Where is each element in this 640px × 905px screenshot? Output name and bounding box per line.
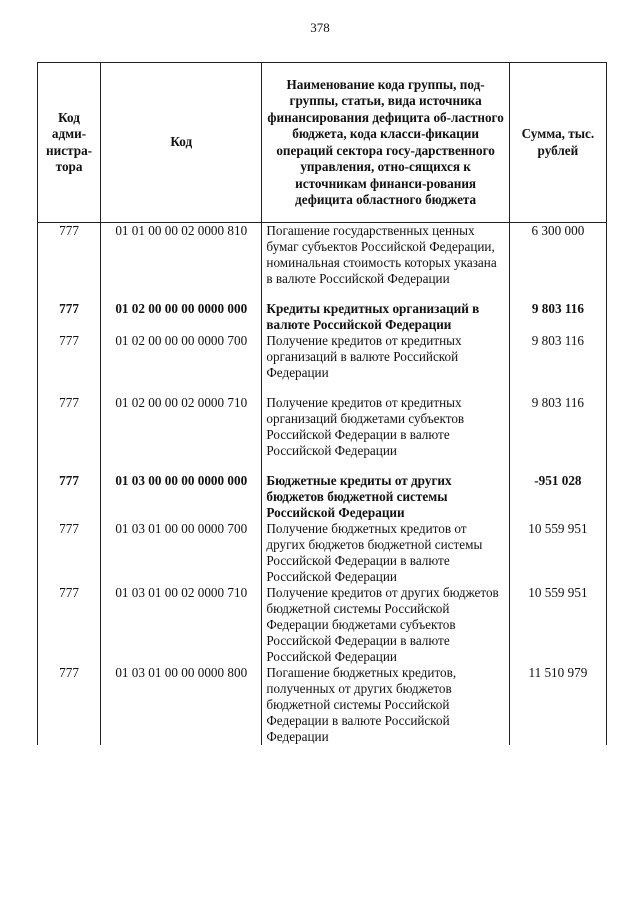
header-name: Наименование кода группы, под-группы, статьи, вида источника финансирования дефицита об-ластного бюджета, кода класси-фикации операций сектора госу-дарственного управления, отно-сящихся к источникам финанси-рования дефицита областного бюджета [262, 63, 509, 223]
admin-code-cell: 777 [38, 333, 101, 395]
name-cell: Бюджетные кредиты от других бюджетов бюджетной системы Российской Федерации [262, 473, 509, 521]
code-cell: 01 02 00 00 00 0000 000 [101, 301, 262, 333]
name-cell: Погашение государственных ценных бумаг субъектов Российской Федерации, номинальная стоимость которых указана в валюте Российской Федерации [262, 223, 509, 302]
table-row [38, 395, 607, 473]
code-cell: 01 02 00 00 00 0000 700 [101, 333, 262, 395]
code-cell: 01 01 00 00 02 0000 810 [101, 223, 262, 302]
table-row [38, 665, 607, 745]
page-number: 378 [310, 20, 330, 35]
admin-code-cell: 777 [38, 585, 101, 665]
budget-sources-table [37, 62, 607, 745]
table-row [38, 333, 607, 395]
table-body [38, 223, 607, 746]
admin-code-cell: 777 [38, 473, 101, 521]
name-cell: Получение кредитов от кредитных организаций в валюте Российской Федерации [262, 333, 509, 395]
admin-code-cell: 777 [38, 301, 101, 333]
admin-code-cell: 777 [38, 395, 101, 473]
header-sum: Сумма, тыс. рублей [509, 63, 606, 223]
sum-cell: -951 028 [509, 473, 606, 521]
name-cell: Кредиты кредитных организаций в валюте Российской Федерации [262, 301, 509, 333]
code-cell: 01 03 01 00 02 0000 710 [101, 585, 262, 665]
name-cell: Погашение бюджетных кредитов, полученных от других бюджетов бюджетной системы Российской Федерации в валюте Российской Федерации [262, 665, 509, 745]
table-header [38, 63, 607, 223]
code-cell: 01 03 01 00 00 0000 700 [101, 521, 262, 585]
sum-cell: 11 510 979 [509, 665, 606, 745]
table-row [38, 585, 607, 665]
code-cell: 01 03 00 00 00 0000 000 [101, 473, 262, 521]
table-row [38, 223, 607, 302]
header-code: Код [101, 63, 262, 223]
name-cell: Получение кредитов от других бюджетов бюджетной системы Российской Федерации бюджетами субъектов Российской Федерации в валюте Российской Федерации [262, 585, 509, 665]
table-row [38, 521, 607, 585]
table-row [38, 473, 607, 521]
admin-code-cell: 777 [38, 223, 101, 302]
admin-code-cell: 777 [38, 521, 101, 585]
name-cell: Получение кредитов от кредитных организаций бюджетами субъектов Российской Федерации в валюте Российской Федерации [262, 395, 509, 473]
code-cell: 01 02 00 00 02 0000 710 [101, 395, 262, 473]
sum-cell: 9 803 116 [509, 333, 606, 395]
sum-cell: 10 559 951 [509, 585, 606, 665]
admin-code-cell: 777 [38, 665, 101, 745]
sum-cell: 10 559 951 [509, 521, 606, 585]
name-cell: Получение бюджетных кредитов от других бюджетов бюджетной системы Российской Федерации в валюте Российской Федерации [262, 521, 509, 585]
code-cell: 01 03 01 00 00 0000 800 [101, 665, 262, 745]
sum-cell: 9 803 116 [509, 395, 606, 473]
table-row [38, 301, 607, 333]
sum-cell: 6 300 000 [509, 223, 606, 302]
sum-cell: 9 803 116 [509, 301, 606, 333]
header-admin-code: Код адми-нистра-тора [38, 63, 101, 223]
